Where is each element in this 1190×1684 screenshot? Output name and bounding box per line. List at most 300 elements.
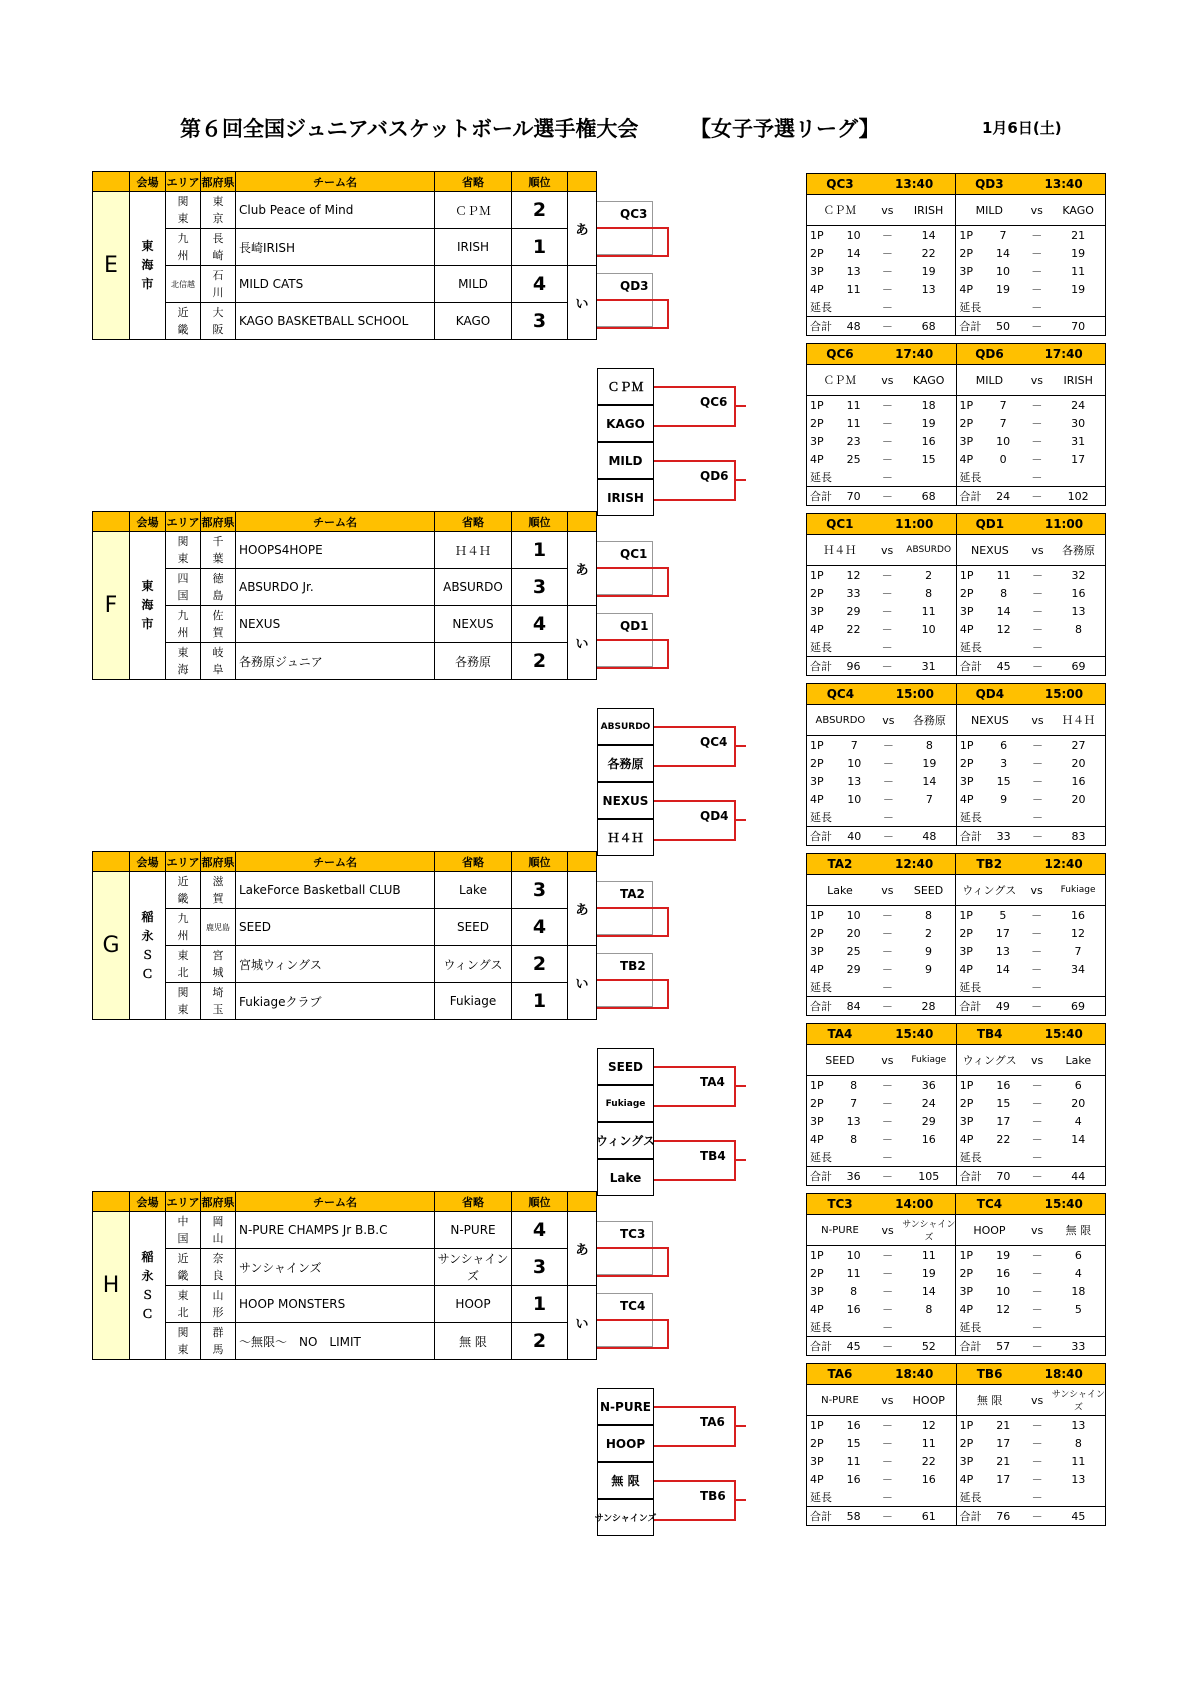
home-score [984,978,1022,997]
dash: － [1031,775,1043,788]
pref-char: 大 [212,306,224,319]
dash: － [1031,1473,1043,1486]
round1-game-label: QD1 [620,619,649,633]
away-score: 36 [921,1078,936,1092]
quarter-label: 延長 [956,808,984,827]
bracket-game-label: QD6 [700,468,729,483]
group-header-row [93,512,597,532]
matchup-row [807,1045,1106,1076]
away-team: Fukiage [1051,875,1105,906]
quarter-label: 3P [956,432,984,450]
quarter-label: 3P [807,1452,835,1470]
area-cell [166,606,201,643]
bracket-stub [734,745,746,747]
venue-char: Ｓ [141,1287,154,1302]
dash: － [1031,927,1043,940]
dash: － [881,623,893,636]
dash: － [1031,1151,1043,1164]
away-score: 6 [1052,1246,1106,1265]
game-time: 17:40 [1022,344,1105,365]
pref-char: 阪 [212,323,224,336]
home-score: 16 [846,1418,861,1432]
quarter-label: 1P [807,566,835,585]
away-score: 15 [921,452,936,466]
team-abbr: 無 限 [435,1323,512,1360]
bracket-game-label: QC6 [700,394,728,409]
scorecard-header [807,344,1106,365]
venue-char: 海 [141,598,154,612]
quarter-label: 2P [807,414,835,432]
pref-cell [201,946,236,983]
dash: － [1031,1455,1043,1468]
header-abbr: 省略 [435,512,512,532]
quarter-label: 4P [956,620,984,638]
quarter-row [807,566,1106,585]
quarter-label: 1P [956,736,984,755]
team-rank: 3 [512,569,568,606]
away-total: 68 [902,317,956,336]
home-total: 76 [984,1507,1023,1526]
quarter-row [807,978,1106,997]
home-score: 11 [996,568,1011,582]
home-score: 8 [850,1078,858,1092]
home-team: 無 限 [956,1385,1022,1416]
game-time: 12:40 [873,854,956,875]
pref-char: 長 [212,232,224,245]
away-score: 4 [1052,1112,1106,1130]
away-total: 44 [1052,1167,1106,1186]
team-row [93,1323,597,1360]
home-score: 7 [999,398,1007,412]
quarter-label: 3P [807,602,835,620]
away-score: 17 [1051,450,1105,468]
away-team: Ｈ４Ｈ [1052,705,1106,736]
away-score: 19 [921,1266,936,1280]
group-table-f [92,511,597,680]
group-header-row [93,172,597,192]
away-score [902,1488,956,1507]
team-rank: 1 [512,532,568,569]
total-label: 合計 [807,317,835,336]
pref-char: 佐 [212,609,224,622]
team-name: N-PURE CHAMPS Jr B.B.C [236,1212,435,1249]
header-blank [93,852,130,872]
quarter-label: 1P [956,906,984,925]
pref-char: 山 [212,1232,224,1245]
team-row [93,983,597,1020]
home-total: 36 [834,1167,873,1186]
home-team: HOOP [956,1215,1023,1246]
bracket-team-box: サンシャインズ [597,1499,654,1536]
area-char: 畿 [177,323,189,336]
quarter-label: 2P [807,1434,835,1452]
game-time: 17:40 [873,344,956,365]
dash: － [873,1167,902,1186]
quarter-label: 延長 [807,978,835,997]
home-score: 10 [996,434,1011,448]
dash: － [881,909,893,922]
dash: － [1023,1507,1052,1526]
vs-label: vs [1023,705,1052,736]
area-cell [166,1212,201,1249]
area-cell [166,303,201,340]
round1-game-label: TB2 [620,959,646,973]
quarter-row [807,906,1106,925]
away-score: 14 [921,228,936,242]
home-total: 48 [834,317,873,336]
dash: － [1023,1337,1052,1356]
team-rank: 3 [512,1249,568,1286]
team-abbr: サンシャインズ [435,1249,512,1286]
round1-game-label: TC4 [620,1299,646,1313]
quarter-row [807,1488,1106,1507]
total-label: 合計 [956,1507,984,1526]
away-total: 102 [1051,487,1105,506]
quarter-row [807,244,1106,262]
header-pref: 都府県 [201,852,236,872]
venue-char: 市 [141,617,154,631]
bracket-stub [734,1085,746,1087]
home-team: NEXUS [956,705,1023,736]
game-code: TC4 [956,1194,1023,1215]
away-score: 24 [921,1096,936,1110]
away-team: 各務原 [1052,535,1106,566]
round1-bracket-line [597,639,669,669]
bracket-team-box: HOOP [597,1425,654,1462]
dash: － [1031,1285,1043,1298]
away-score: 34 [1051,960,1105,978]
pref-char: 崎 [212,249,224,262]
away-score: 4 [1052,1264,1106,1282]
quarter-label: 3P [956,1452,984,1470]
quarter-label: 4P [956,1130,984,1148]
dash: － [1031,229,1043,242]
pref-char: 馬 [212,1343,224,1356]
dash: － [881,1115,893,1128]
quarter-label: 延長 [807,638,835,657]
matchup-row [807,705,1106,736]
away-total: 83 [1052,827,1106,846]
home-score: 10 [847,756,862,770]
pref-cell [201,532,236,569]
dash: － [1031,945,1043,958]
team-abbr: 各務原 [435,643,512,680]
dash: － [874,827,903,846]
dash: － [881,265,893,278]
team-name: MILD CATS [236,266,435,303]
header-venue: 会場 [130,172,166,192]
dash: － [1031,1419,1043,1432]
away-score: 16 [921,1472,936,1486]
team-name: 宮城ウィングス [236,946,435,983]
venue-char: Ｓ [141,947,154,962]
game-time: 15:00 [1023,684,1106,705]
bracket-team-box: Lake [597,1159,654,1196]
away-score [1052,1318,1106,1337]
pref-char: 良 [212,1269,224,1282]
team-name: サンシャインズ [236,1249,435,1286]
away-score: 5 [1052,1300,1106,1318]
quarter-label: 4P [807,1470,835,1488]
quarter-label: 3P [807,1282,835,1300]
away-team: HOOP [902,1385,956,1416]
away-team: サンシャインズ [1052,1385,1106,1416]
away-total: 105 [902,1167,956,1186]
home-score [834,1148,873,1167]
home-score [834,468,873,487]
home-team: MILD [956,365,1022,396]
team-row [93,229,597,266]
dash: － [881,1079,893,1092]
home-score: 7 [850,738,858,752]
round1-bracket-line [597,907,669,937]
away-score: 30 [1051,414,1105,432]
matchup-row [807,875,1106,906]
team-rank: 1 [512,983,568,1020]
home-score: 10 [995,264,1010,278]
away-score: 19 [1051,244,1105,262]
bracket-game-label: TA6 [700,1414,725,1429]
quarter-row [807,1148,1106,1167]
away-team: ABSURDO [902,535,957,566]
home-score: 22 [846,622,861,636]
home-team: MILD [956,195,1022,226]
header-area: エリア [166,172,201,192]
quarter-row [807,1246,1106,1265]
quarter-label: 延長 [807,1488,835,1507]
header-blank [568,512,597,532]
bracket-stub [734,1499,746,1501]
quarter-row [807,1282,1106,1300]
round1-game-label: QC3 [620,207,648,221]
away-score [1052,1488,1106,1507]
quarter-label: 4P [956,1300,984,1318]
home-score: 21 [996,1454,1011,1468]
quarter-label: 2P [956,924,984,942]
dash: － [881,417,893,430]
area-cell [166,266,201,303]
area-cell [166,946,201,983]
header-abbr: 省略 [435,852,512,872]
dash: － [1031,981,1043,994]
home-score [834,1318,873,1337]
area-cell [166,229,201,266]
pref-char: 京 [212,212,224,225]
dash: － [1031,247,1043,260]
dash: － [1031,1267,1043,1280]
quarter-row [807,772,1106,790]
area-char: 州 [177,929,189,942]
area-cell [166,1249,201,1286]
dash: － [1031,417,1043,430]
team-abbr: HOOP [435,1286,512,1323]
dash: － [882,775,894,788]
home-score: 29 [846,604,861,618]
away-total: 31 [902,657,957,676]
area-char: 東 [177,646,189,659]
home-score [984,298,1023,317]
away-score: 7 [1051,942,1105,960]
area-cell [166,1286,201,1323]
dash: － [881,301,893,314]
home-score [984,1148,1023,1167]
pref-char: 千 [212,535,224,548]
away-total: 69 [1051,997,1105,1016]
scorecard-pair [806,683,1106,846]
home-score: 15 [846,1436,861,1450]
vs-label: vs [1023,535,1052,566]
away-score: 19 [921,264,936,278]
scorecard-header [807,514,1106,535]
area-char: 北 [177,966,189,979]
home-score: 16 [846,1472,861,1486]
game-time: 15:40 [1023,1024,1106,1045]
pref-char: 川 [212,286,224,299]
bracket-stub [734,1425,746,1427]
game-code: TB2 [956,854,1022,875]
dash: － [1031,265,1043,278]
header-blank [93,512,130,532]
dash: － [1023,657,1052,676]
away-score: 11 [921,604,936,618]
away-score: 14 [922,774,937,788]
team-name: LakeForce Basketball CLUB [236,872,435,909]
home-total: 45 [834,1337,873,1356]
pref-char: 鹿児島 [206,922,230,932]
pref-cell [201,643,236,680]
home-score [984,1488,1023,1507]
side-a-label: あ [568,1212,597,1286]
home-score: 14 [995,962,1010,976]
quarter-label: 4P [807,1130,835,1148]
vs-label: vs [873,1385,902,1416]
quarter-label: 2P [956,244,984,262]
home-total: 45 [984,657,1023,676]
quarter-row [807,620,1106,638]
game-time: 13:40 [873,174,956,195]
bracket-stub [734,819,746,821]
dash: － [881,283,893,296]
home-team: SEED [807,1045,873,1076]
quarter-label: 1P [807,1246,835,1265]
header-team: チーム名 [236,852,435,872]
quarter-row [807,808,1106,827]
dash: － [881,1151,893,1164]
team-name: HOOP MONSTERS [236,1286,435,1323]
dash: － [1023,1167,1052,1186]
home-team: ウィングス [956,1045,1022,1076]
dash: － [881,453,893,466]
scorecard-pair [806,1363,1106,1526]
team-abbr: MILD [435,266,512,303]
quarter-row [807,226,1106,245]
quarter-label: 3P [807,942,835,960]
pref-char: 岐 [212,646,224,659]
bracket-team-box: 各務原 [597,745,654,782]
matchup-row [807,195,1106,226]
away-score: 16 [1052,584,1106,602]
header-team: チーム名 [236,512,435,532]
quarter-row [807,584,1106,602]
header-blank [568,1192,597,1212]
pref-char: 玉 [212,1003,224,1016]
header-team: チーム名 [236,172,435,192]
total-row [807,1337,1106,1356]
game-time: 13:40 [1022,174,1105,195]
quarter-label: 2P [807,754,835,772]
bracket-team-box: ABSURDO [597,708,654,745]
game-code: QC1 [807,514,873,535]
vs-label: vs [873,1215,902,1246]
home-score: 10 [847,792,862,806]
away-total: 61 [902,1507,956,1526]
pref-char: 阜 [212,663,224,676]
quarter-label: 3P [956,1282,984,1300]
team-name: 長崎IRISH [236,229,435,266]
side-a-label: あ [568,872,597,946]
away-score: 12 [921,1418,936,1432]
side-i-label: い [568,266,597,340]
dash: － [881,981,893,994]
dash: － [882,1249,894,1262]
home-score: 11 [846,1266,861,1280]
area-char: 国 [177,589,189,602]
matchup-row [807,1385,1106,1416]
dash: － [1031,1079,1043,1092]
quarter-row [807,280,1106,298]
dash: － [873,487,902,506]
team-rank: 2 [512,1323,568,1360]
dash: － [1031,301,1043,314]
away-score [1051,468,1105,487]
round1-game-label: TC3 [620,1227,646,1241]
home-score: 11 [846,282,861,296]
round1-bracket-line [597,299,669,329]
vs-label: vs [873,195,902,226]
area-char: 州 [177,626,189,639]
scorecard-header [807,684,1106,705]
dash: － [1031,1249,1043,1262]
away-score: 18 [1052,1282,1106,1300]
team-name: 各務原ジュニア [236,643,435,680]
side-i-label: い [568,606,597,680]
round1-game-label: TA2 [620,887,645,901]
quarter-label: 4P [807,450,835,468]
vs-label: vs [873,1045,902,1076]
game-code: QD4 [956,684,1023,705]
away-score [1052,808,1106,827]
area-char: 東 [177,949,189,962]
team-rank: 4 [512,909,568,946]
home-score: 22 [996,1132,1011,1146]
pref-cell [201,569,236,606]
home-score: 6 [1000,738,1008,752]
home-score: 11 [846,416,861,430]
quarter-row [807,1470,1106,1488]
away-score: 8 [925,1302,933,1316]
away-total: 48 [903,827,956,846]
team-abbr: ABSURDO [435,569,512,606]
home-total: 50 [984,317,1023,336]
bracket-team-box: IRISH [597,479,654,516]
total-label: 合計 [807,1167,835,1186]
page-date: 1月6日(土) [982,119,1062,137]
quarter-row [807,1416,1106,1435]
quarter-label: 4P [807,1300,835,1318]
quarter-label: 1P [807,226,835,245]
away-team: Lake [1052,1045,1106,1076]
quarter-row [807,262,1106,280]
